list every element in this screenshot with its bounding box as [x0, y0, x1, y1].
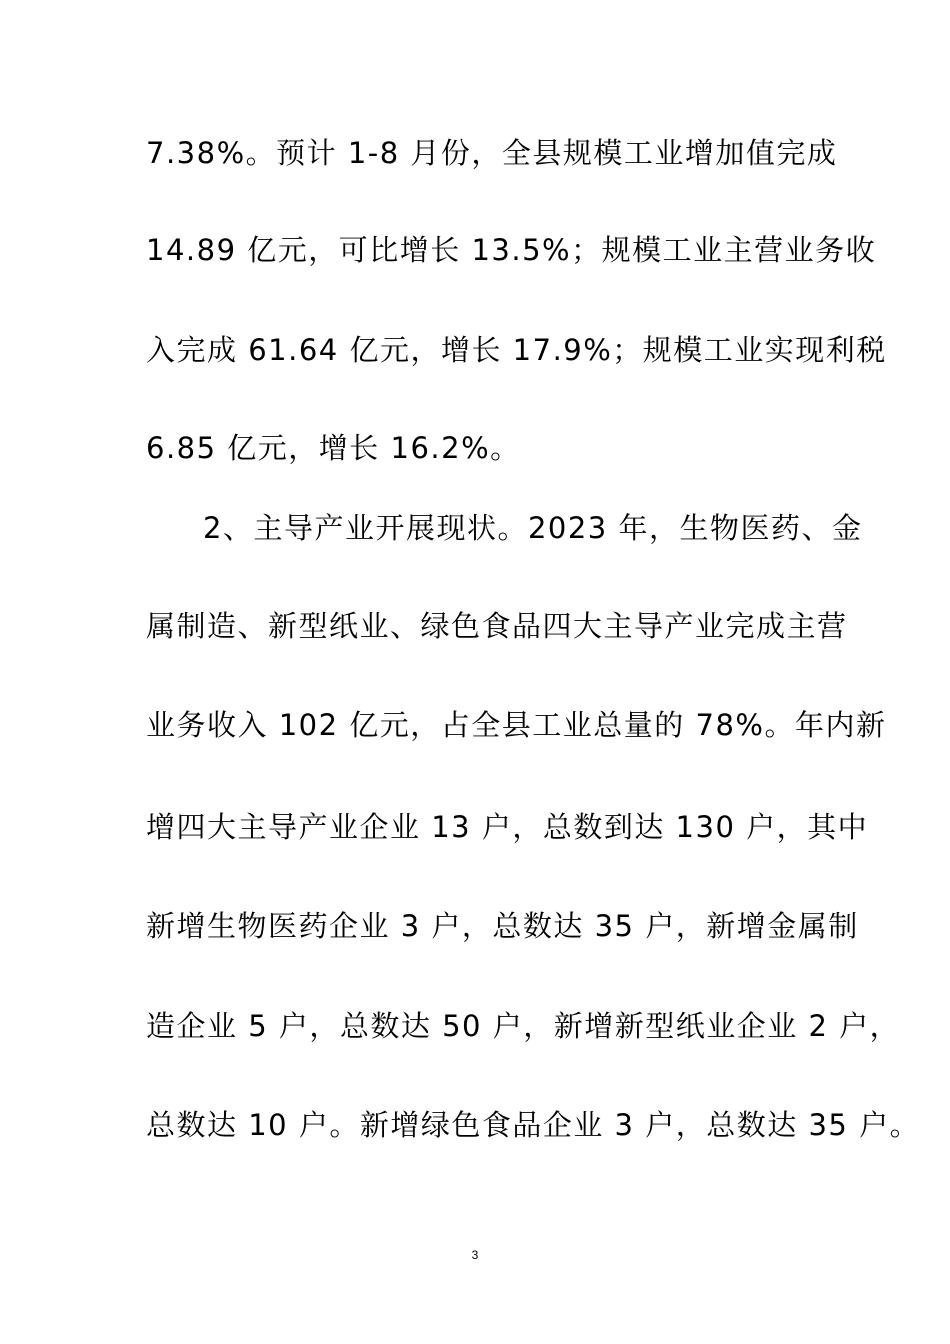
text-line-8: 增四大主导产业企业 13 户，总数到达 130 户，其中	[146, 810, 869, 844]
text-line-4: 6.85 亿元，增长 16.2%。	[146, 431, 521, 465]
text-line-3: 入完成 61.64 亿元，增长 17.9%；规模工业实现利税	[146, 333, 887, 367]
text-line-2: 14.89 亿元，可比增长 13.5%；规模工业主营业务收	[146, 233, 877, 267]
paragraph-2-first-line: 2、主导产业开展现状。2023 年，生物医药、金	[203, 511, 863, 545]
text-line-6: 属制造、新型纸业、绿色食品四大主导产业完成主营	[146, 609, 848, 643]
text-line-1: 7.38%。预计 1-8 月份，全县规模工业增加值完成	[146, 136, 838, 170]
text-line-9: 新增生物医药企业 3 户，总数达 35 户，新增金属制	[146, 909, 859, 943]
text-line-11: 总数达 10 户。新增绿色食品企业 3 户，总数达 35 户。	[146, 1108, 921, 1142]
text-line-7: 业务收入 102 亿元，占全县工业总量的 78%。年内新	[146, 708, 887, 742]
text-line-10: 造企业 5 户，总数达 50 户，新增新型纸业企业 2 户，	[146, 1009, 901, 1043]
page-number: 3	[471, 1248, 479, 1262]
